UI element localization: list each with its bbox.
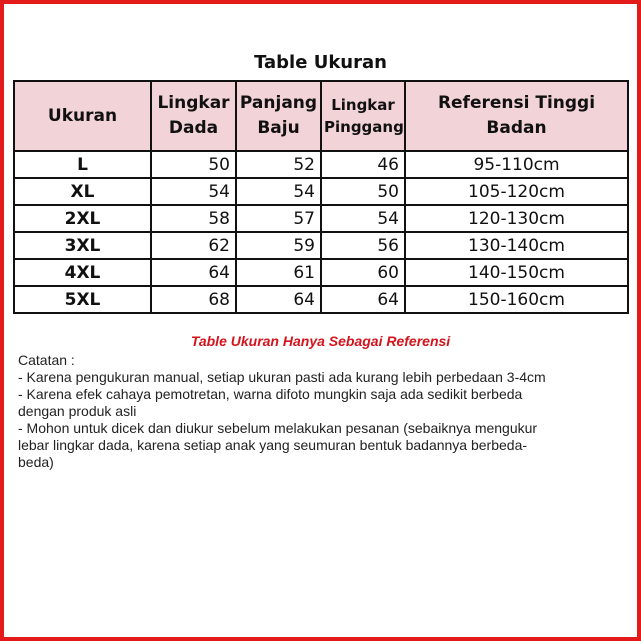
cell-lingkar-pinggang: 64 <box>321 286 405 313</box>
cell-panjang-baju: 59 <box>236 232 321 259</box>
cell-tinggi-badan: 130-140cm <box>405 232 628 259</box>
table-row <box>14 286 628 313</box>
cell-size: 4XL <box>14 259 151 286</box>
cell-lingkar-dada: 62 <box>151 232 236 259</box>
cell-size: 5XL <box>14 286 151 313</box>
header-lingkar-pinggang: Lingkar Pinggang <box>321 81 405 151</box>
cell-size: 2XL <box>14 205 151 232</box>
cell-lingkar-dada: 54 <box>151 178 236 205</box>
table-row <box>14 151 628 178</box>
cell-lingkar-pinggang: 46 <box>321 151 405 178</box>
table-row <box>14 259 628 286</box>
note-line: - Mohon untuk dicek dan diukur sebelum melakukan pesanan (sebaiknya mengukur <box>18 420 538 436</box>
notes-section <box>18 352 626 471</box>
cell-lingkar-dada: 64 <box>151 259 236 286</box>
cell-lingkar-pinggang: 50 <box>321 178 405 205</box>
cell-size: 3XL <box>14 232 151 259</box>
reference-caption: Table Ukuran Hanya Sebagai Referensi <box>190 333 451 349</box>
header-lingkar-dada: Lingkar Dada <box>151 81 236 151</box>
cell-tinggi-badan: 120-130cm <box>405 205 628 232</box>
table-row <box>14 178 628 205</box>
cell-lingkar-dada: 50 <box>151 151 236 178</box>
cell-panjang-baju: 64 <box>236 286 321 313</box>
header-referensi-tinggi: Referensi Tinggi Badan <box>405 81 628 151</box>
cell-lingkar-dada: 58 <box>151 205 236 232</box>
cell-lingkar-pinggang: 54 <box>321 205 405 232</box>
note-line: beda) <box>18 454 54 470</box>
notes-heading: Catatan : <box>18 352 75 368</box>
table-row <box>14 232 628 259</box>
cell-tinggi-badan: 140-150cm <box>405 259 628 286</box>
cell-panjang-baju: 52 <box>236 151 321 178</box>
table-header-row <box>14 81 628 151</box>
header-panjang-baju: Panjang Baju <box>236 81 321 151</box>
cell-lingkar-dada: 68 <box>151 286 236 313</box>
cell-tinggi-badan: 105-120cm <box>405 178 628 205</box>
note-line: dengan produk asli <box>18 403 137 419</box>
size-table <box>13 80 629 314</box>
table-title: Table Ukuran <box>254 52 387 73</box>
cell-panjang-baju: 54 <box>236 178 321 205</box>
note-line: - Karena efek cahaya pemotretan, warna difoto mungkin saja ada sedikit berbeda <box>18 386 523 402</box>
cell-tinggi-badan: 95-110cm <box>405 151 628 178</box>
header-ukuran: Ukuran <box>14 81 151 151</box>
cell-size: L <box>14 151 151 178</box>
note-line: - Karena pengukuran manual, setiap ukuran pasti ada kurang lebih perbedaan 3-4cm <box>18 369 546 385</box>
cell-panjang-baju: 57 <box>236 205 321 232</box>
note-line: lebar lingkar dada, karena setiap anak yang seumuran bentuk badannya berbeda- <box>18 437 528 453</box>
cell-lingkar-pinggang: 56 <box>321 232 405 259</box>
cell-lingkar-pinggang: 60 <box>321 259 405 286</box>
cell-tinggi-badan: 150-160cm <box>405 286 628 313</box>
cell-panjang-baju: 61 <box>236 259 321 286</box>
cell-size: XL <box>14 178 151 205</box>
table-row <box>14 205 628 232</box>
